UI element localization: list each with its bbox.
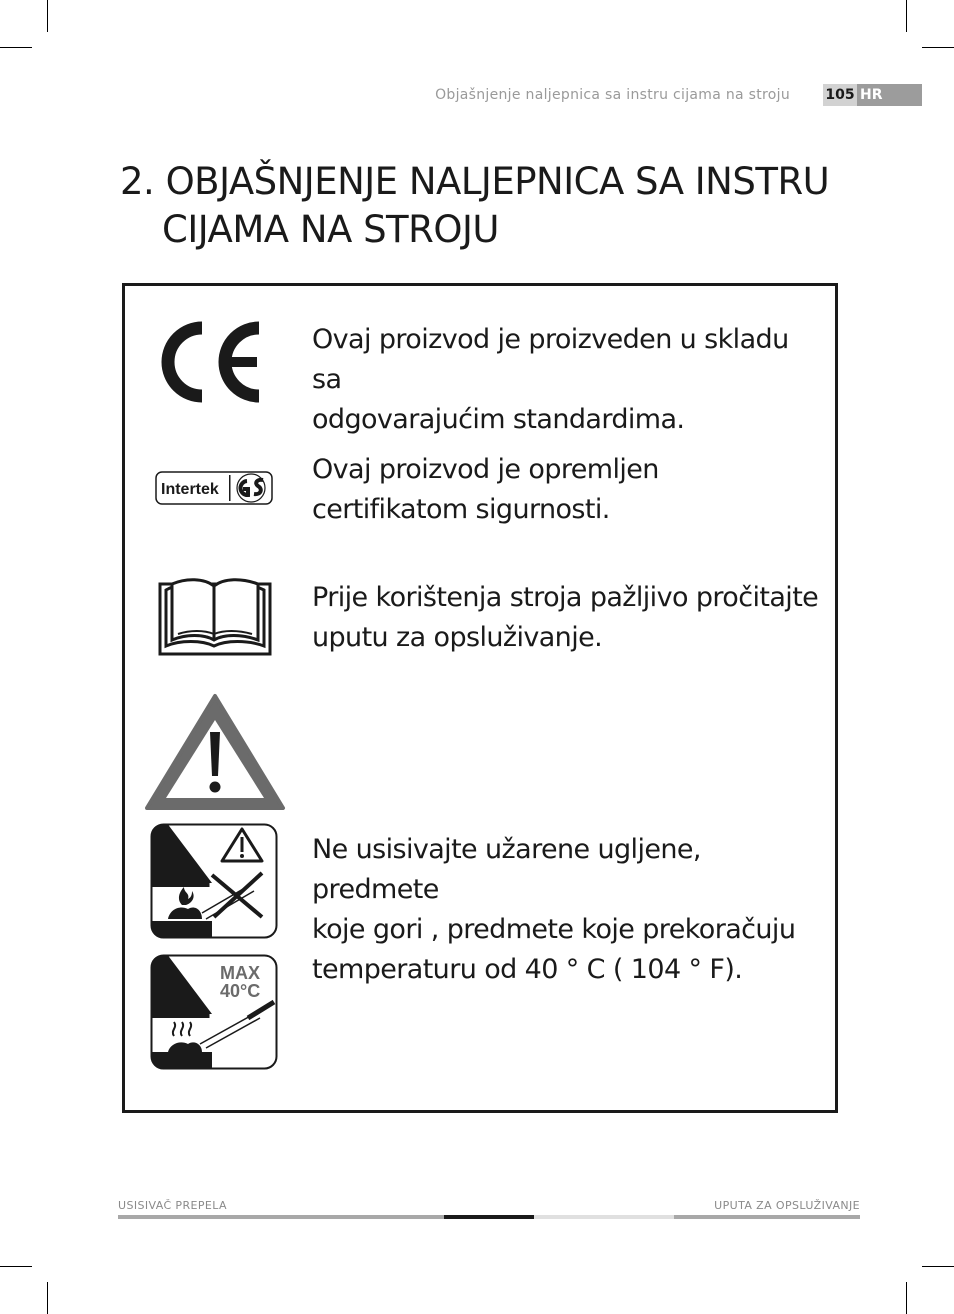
manual-description: Prije korištenja stroja pažljivo pročitajte uputu za opsluživanje. [312,582,819,653]
crop-mark [47,1282,48,1314]
max-temp-label: 40°C [220,981,261,1001]
crop-mark [922,1266,954,1267]
section-heading-line-1: 2. OBJAŠNJENJE NALJEPNICA SA INSTRU [120,160,830,203]
crop-mark [922,47,954,48]
footer-manual-name: UPUTA ZA OPSLUŽIVANJE [714,1199,860,1212]
manual-book-icon [158,576,272,656]
footer-product-name: USISIVAČ PREPELA [118,1199,227,1212]
gs-description: Ovaj proizvod je opremljen certifikatom sigurnosti. [312,454,659,525]
crop-mark [0,1266,32,1267]
footer-bar [444,1215,534,1219]
section-heading [120,158,829,254]
ce-mark-icon [155,320,267,404]
crop-mark [0,47,32,48]
intertek-gs-icon [155,471,273,505]
max-temperature-icon [150,954,278,1070]
footer-bar [118,1215,444,1219]
footer-bar [674,1215,860,1219]
language-code: HR [860,87,883,103]
page-number: 105 [823,84,857,106]
running-header: Objašnjenje naljepnica sa instru cijama na stroju [435,87,790,103]
footer-bar [534,1215,674,1219]
max-label: MAX [220,963,260,983]
section-heading-line-2: CIJAMA NA STROJU [162,208,499,251]
warning-triangle-icon [144,692,286,812]
intertek-logo-text: Intertek [161,481,219,498]
no-hot-ash-icon [150,823,278,939]
hot-ash-warning-text: Ne usisivajte užarene ugljene, predmete koje gori , predmete koje prekoračuju temperaturu od 40 ° C ( 104 ° F). [312,834,796,985]
crop-mark [906,0,907,32]
crop-mark [47,0,48,32]
crop-mark [906,1282,907,1314]
ce-description: Ovaj proizvod je proizveden u skladu sa odgovarajućim standardima. [312,324,789,435]
